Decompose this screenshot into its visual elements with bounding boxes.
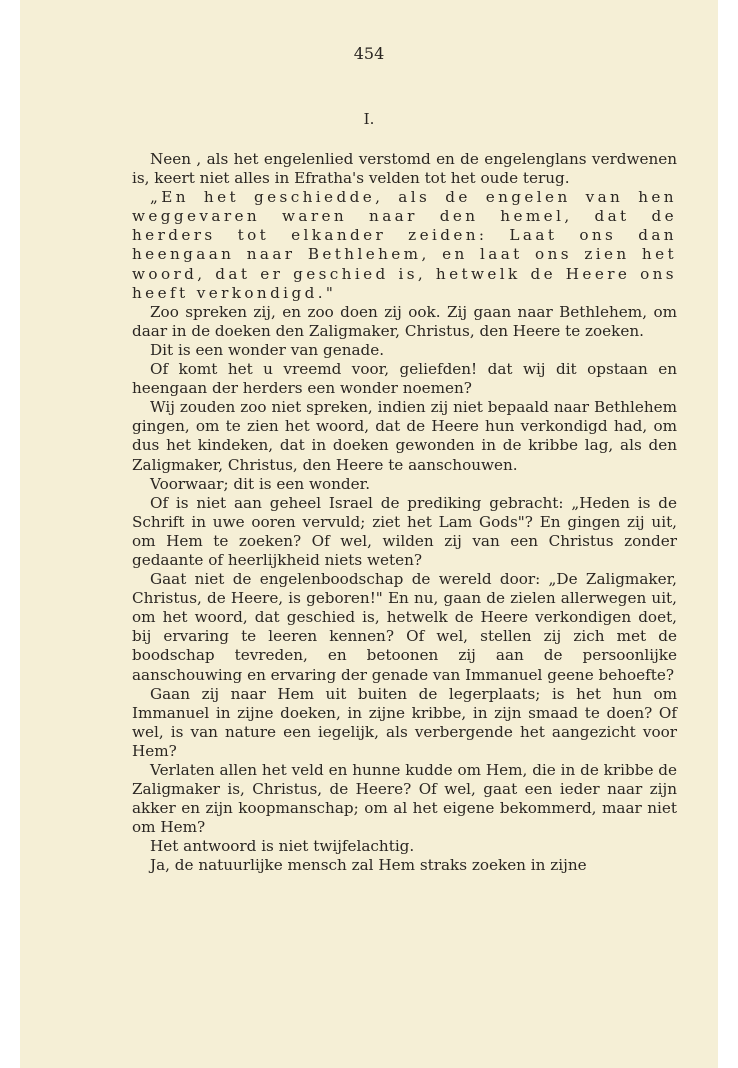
paragraph: Of komt het u vreemd voor, geliefden! dat wij dit opstaan en heengaan der herders een wonder noemen? bbox=[132, 360, 677, 398]
paragraph: Voorwaar; dit is een wonder. bbox=[150, 474, 371, 493]
paragraph: Neen , als het engelenlied verstomd en de engelenglans verdwenen is, keert niet alles in Efratha's velden tot het oude terug. bbox=[132, 150, 677, 188]
paragraph: Zoo spreken zij, en zoo doen zij ook. Zij gaan naar Bethlehem, om daar in de doeken den Zaligmaker, Christus, den Heere te zoeken. bbox=[132, 302, 677, 340]
page-number: 454 bbox=[353, 44, 385, 63]
section-heading: I. bbox=[363, 110, 375, 128]
paragraph: Ja, de natuurlijke mensch zal Hem straks zoeken in zijne bbox=[150, 856, 587, 875]
paragraph: „En het geschiedde, als de engelen van hen weggevaren waren naar den hemel, dat de herders tot elkander zeiden: Laat ons dan heengaan naar Bethlehem, en laat ons zien het woord, dat er geschied is, hetwelk de Heere ons heeft verkondigd." bbox=[132, 188, 677, 302]
paragraph: Of is niet aan geheel Israel de prediking gebracht: „Heden is de Schrift in uwe ooren vervuld; ziet het Lam Gods"? En gingen zij uit, om Hem te zoeken? Of wel, wilden zij van een Christus zonder gedaante of heerlijkheid niets weten? bbox=[132, 493, 677, 569]
paragraph: Wij zouden zoo niet spreken, indien zij niet bepaald naar Bethlehem gingen, om te zien het woord, dat de Heere hun verkondigd had, om dus het kindeken, dat in doeken gewonden in de kribbe lag, als den Zaligmaker, Christus, den Heere te aanschouwen. bbox=[132, 398, 677, 474]
paragraph: Gaan zij naar Hem uit buiten de legerplaats; is het hun om Immanuel in zijne doeken, in zijne kribbe, in zijn smaad te doen? Of wel, is van nature een iegelijk, als verbergende het aangezicht voor Hem? bbox=[132, 684, 677, 760]
body-text bbox=[132, 150, 677, 876]
paragraph: Het antwoord is niet twijfelachtig. bbox=[150, 837, 415, 856]
paragraph: Verlaten allen het veld en hunne kudde om Hem, die in de kribbe de Zaligmaker is, Christus, de Heere? Of wel, gaat een ieder naar zijn akker en zijn koopmanschap; om al het eigene bekommerd, maar niet om Hem? bbox=[132, 761, 677, 837]
paragraph: Gaat niet de engelenboodschap de wereld door: „De Zaligmaker, Christus, de Heere, is geboren!" En nu, gaan de zielen allerwegen uit, om het woord, dat geschied is, hetwelk de Heere verkondigen doet, bij ervaring te leeren kennen? Of wel, stellen zij zich met de boodschap tevreden, en betoonen zij aan de persoonlijke aanschouwing en ervaring der genade van Immanuel geene behoefte? bbox=[132, 570, 677, 684]
paragraph: Dit is een wonder van genade. bbox=[150, 340, 385, 359]
book-page bbox=[20, 0, 718, 1068]
